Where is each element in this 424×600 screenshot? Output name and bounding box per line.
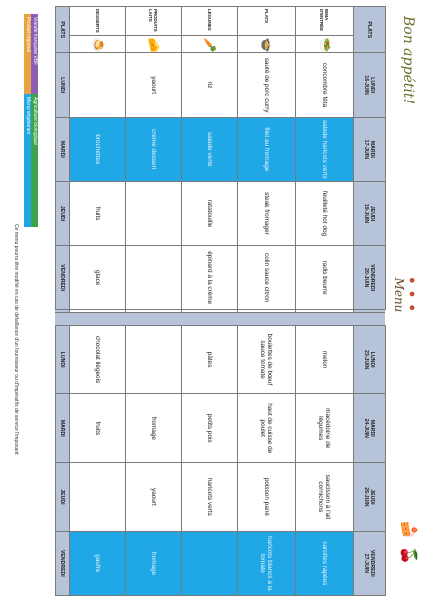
menu-cell: [182, 531, 238, 595]
week-divider: [56, 312, 70, 325]
footer-day: VENDREDI: [56, 531, 70, 595]
week-divider: [70, 312, 126, 325]
menu-row: [296, 7, 354, 596]
menu-row: [238, 7, 296, 596]
week-divider: [296, 312, 354, 325]
footer-day: LUNDI: [56, 325, 70, 394]
legend-organic: Agriculture biologique: [31, 94, 38, 227]
legend-regional: Produit régional: [24, 14, 31, 97]
legend-vbf: Viande française VBF: [31, 14, 38, 97]
menu-cell: boulettes de bœuf sauce tomate: [238, 325, 296, 394]
menu-cell: sauté de porc curry: [238, 53, 296, 117]
row-label: BIMA D'ENTRÉE: [296, 7, 354, 36]
vegetables-icon: 🥕: [182, 35, 238, 53]
menu-logo: [392, 240, 418, 350]
menu-cell: crème dessert: [126, 117, 182, 181]
dairy-icon: 🧀: [126, 35, 182, 53]
menu-cell: petits pois: [182, 394, 238, 463]
dessert-icon: 🍮: [70, 35, 126, 53]
menu-cell: [126, 246, 182, 310]
disclaimer-note: Ce menu pourra être modifié en cas de défaillance d'un fournisseur ou d'impératifs de service l'imposant: [13, 224, 19, 455]
menu-row: [126, 7, 182, 596]
menu-cell: [70, 463, 126, 532]
menu-cell: fromage: [126, 531, 182, 595]
w2-day-4: VENDREDI 27-JUIN: [354, 531, 386, 595]
menu-cell: chocolat liégeois: [70, 325, 126, 394]
cherry-illustration-icon: 🍒: [400, 546, 417, 565]
w1-day-4: VENDREDI 20-JUIN: [354, 246, 386, 310]
w1-day-1: LUNDI 16-JUIN: [354, 53, 386, 117]
w1-day-3: JEUDI 19-JUIN: [354, 181, 386, 245]
main-dish-icon: 🍲: [238, 35, 296, 53]
w1-day-2: MARDI 17-JUIN: [354, 117, 386, 181]
week-divider: [238, 312, 296, 325]
menu-cell: haut de cuisse de poulet: [238, 394, 296, 463]
menu-cell: salade haricots verts: [296, 117, 354, 181]
menu-table: [55, 6, 386, 596]
legend-vegetarian: Menu végétarien: [24, 94, 31, 227]
header-row: [354, 7, 386, 596]
corner-label: PLATS: [354, 7, 386, 53]
menu-cell: [126, 181, 182, 245]
menu-cell: concombre féta: [296, 53, 354, 117]
menu-cell: fruits: [70, 394, 126, 463]
menu-cell: glace: [70, 246, 126, 310]
menu-cell: pâtes: [182, 325, 238, 394]
w2-day-3: JEUDI 26-JUIN: [354, 463, 386, 532]
footer-day: LUNDI: [56, 53, 70, 117]
footer-day: JEUDI: [56, 463, 70, 532]
menu-cell: carottes rapées: [296, 531, 354, 595]
logo-ornament-icon: ● ● ●: [406, 276, 418, 314]
footer-row: [56, 7, 70, 596]
menu-cell: riz: [182, 53, 238, 117]
footer-day: JEUDI: [56, 181, 70, 245]
menu-cell: ratatouille: [182, 181, 238, 245]
menu-cell: brochettes: [70, 117, 126, 181]
row-label: DESSERTS: [70, 7, 126, 36]
menu-cell: haricots blancs à la tomate: [238, 531, 296, 595]
menu-cell: colin sauce citron: [238, 246, 296, 310]
w2-day-2: MARDI 24-JUIN: [354, 394, 386, 463]
row-label: PLATS: [238, 7, 296, 36]
logo-text: Menu: [392, 277, 406, 313]
w2-day-1: LUNDI 23-JUIN: [354, 325, 386, 394]
menu-cell: radis beurre: [296, 246, 354, 310]
row-label: LÉGUMES: [182, 7, 238, 36]
week-divider: [182, 312, 238, 325]
menu-cell: haricots verts: [182, 463, 238, 532]
bon-appetit-script: Bon appétit!: [400, 16, 416, 105]
menu-cell: [126, 325, 182, 394]
week-divider: [354, 312, 386, 325]
menu-row: [182, 7, 238, 596]
menu-row: [70, 7, 126, 596]
menu-cell: macédoine de légumes: [296, 394, 354, 463]
menu-cell: yaourt: [126, 53, 182, 117]
menu-cell: yaourt: [126, 463, 182, 532]
menu-cell: saucisson à l'ail cornichons: [296, 463, 354, 532]
footer-day: VENDREDI: [56, 246, 70, 310]
menu-cell: fruits: [70, 181, 126, 245]
menu-cell: [70, 53, 126, 117]
menu-cell: fromage: [126, 394, 182, 463]
menu-cell: poisson pané: [238, 463, 296, 532]
footer-label: PLATS: [56, 7, 70, 53]
salad-icon: 🥗: [296, 35, 354, 53]
week-divider: [126, 312, 182, 325]
menu-cell: melon: [296, 325, 354, 394]
row-label: PRODUITS LAITS: [126, 7, 182, 36]
menu-cell: feuilleté hot dog: [296, 181, 354, 245]
dessert-illustration-icon: 🍰: [400, 520, 417, 539]
menu-cell: steak fromager: [238, 181, 296, 245]
footer-day: MARDI: [56, 117, 70, 181]
menu-cell: salade verte: [182, 117, 238, 181]
footer-day: MARDI: [56, 394, 70, 463]
menu-cell: gaufre: [70, 531, 126, 595]
menu-cell: filet au fromage: [238, 117, 296, 181]
menu-cell: épinard à la crème: [182, 246, 238, 310]
